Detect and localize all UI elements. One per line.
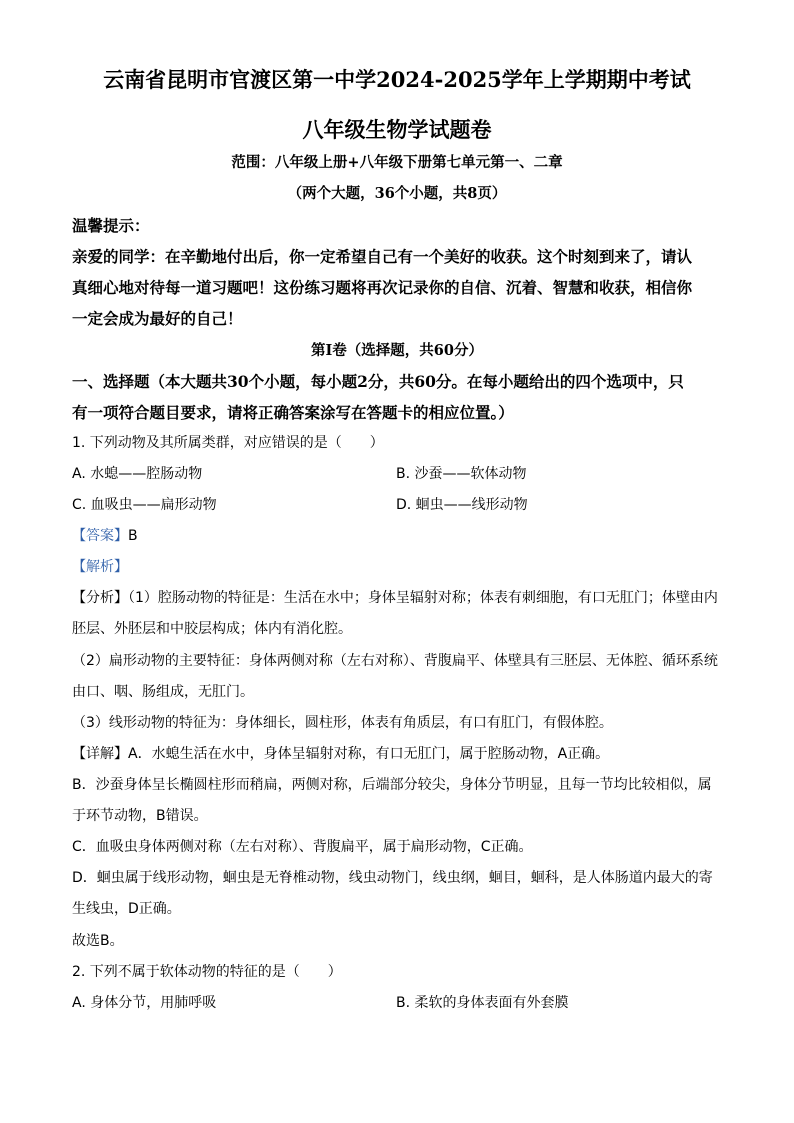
exam-scope: 范围：八年级上册+八年级下册第七单元第一、二章 [231,154,563,171]
tips-line: 真细心地对待每一道习题吧！这份练习题将再次记录你的自信、沉着、智慧和收获，相信你 [72,278,693,297]
answer-line [72,525,138,545]
section-heading: 一、选择题（本大题共30个小题，每小题2分，共60分。在每小题给出的四个选项中，只 [72,372,684,391]
fenxi-label: 【分析】 [72,590,128,606]
conclusion: 故选B。 [72,933,124,949]
xiangjie-line: 生线虫，D正确。 [72,901,181,917]
question-stem: 2. 下列不属于软体动物的特征的是（ ） [72,964,342,980]
xiangjie-line: B．沙蚕身体呈长椭圆柱形而稍扁，两侧对称，后端部分较尖，身体分节明显，且每一节均比较相似，属 [72,777,712,793]
fenxi-line: （3）线形动物的特征为：身体细长，圆柱形，体表有角质层，有口有肛门，有假体腔。 [72,715,613,731]
option-a: A. 身体分节，用肺呼吸 [72,995,217,1011]
xiangjie-text: A．水螅生活在水中，身体呈辐射对称，有口无肛门，属于腔肠动物，A正确。 [128,746,610,762]
option-d: D. 蛔虫——线形动物 [396,497,528,513]
option-b: B. 柔软的身体表面有外套膜 [396,995,569,1011]
tips-line: 亲爱的同学：在辛勤地付出后，你一定希望自己有一个美好的收获。这个时刻到来了，请认 [72,247,693,266]
xiangjie-line: 于环节动物，B错误。 [72,808,208,824]
option-c: C. 血吸虫——扁形动物 [72,497,217,513]
tips-label: 温馨提示： [72,216,150,235]
fenxi-line: 由口、咽、肠组成，无肛门。 [72,684,254,700]
exam-subtitle: 八年级生物学试题卷 [302,117,492,142]
xiangjie-line [72,743,609,763]
exam-info: （两个大题，36个小题，共8页） [287,185,507,202]
analysis-label: 【解析】 [72,559,128,575]
tips-line: 一定会成为最好的自己！ [72,309,243,328]
xiangjie-line: D．蛔虫属于线形动物，蛔虫是无脊椎动物，线虫动物门，线虫纲，蛔目，蛔科，是人体肠道内最大的寄 [72,870,713,886]
fenxi-line: 胚层、外胚层和中胶层构成；体内有消化腔。 [72,621,352,637]
fenxi-line: （2）扁形动物的主要特征：身体两侧对称（左右对称）、背腹扁平、体壁具有三胚层、无体腔、循环系统 [72,653,718,669]
option-b: B. 沙蚕——软体动物 [396,466,527,482]
question-stem: 1. 下列动物及其所属类群，对应错误的是（ ） [72,435,384,451]
exam-title: 云南省昆明市官渡区第一中学2024-2025学年上学期期中考试 [103,67,691,92]
xiangjie-label: 【详解】 [72,746,128,762]
answer-label: 【答案】 [72,528,128,544]
fenxi-line [72,587,718,607]
section-heading: 有一项符合题目要求，请将正确答案涂写在答题卡的相应位置。） [72,403,514,422]
answer-value: B [128,528,138,544]
fenxi-text: （1）腔肠动物的特征是：生活在水中；身体呈辐射对称；体表有刺细胞，有口无肛门；体壁由内 [128,590,718,606]
part-title: 第Ⅰ卷（选择题，共60分） [311,342,483,359]
option-a: A. 水螅——腔肠动物 [72,466,203,482]
xiangjie-line: C．血吸虫身体两侧对称（左右对称）、背腹扁平，属于扁形动物，C正确。 [72,839,533,855]
